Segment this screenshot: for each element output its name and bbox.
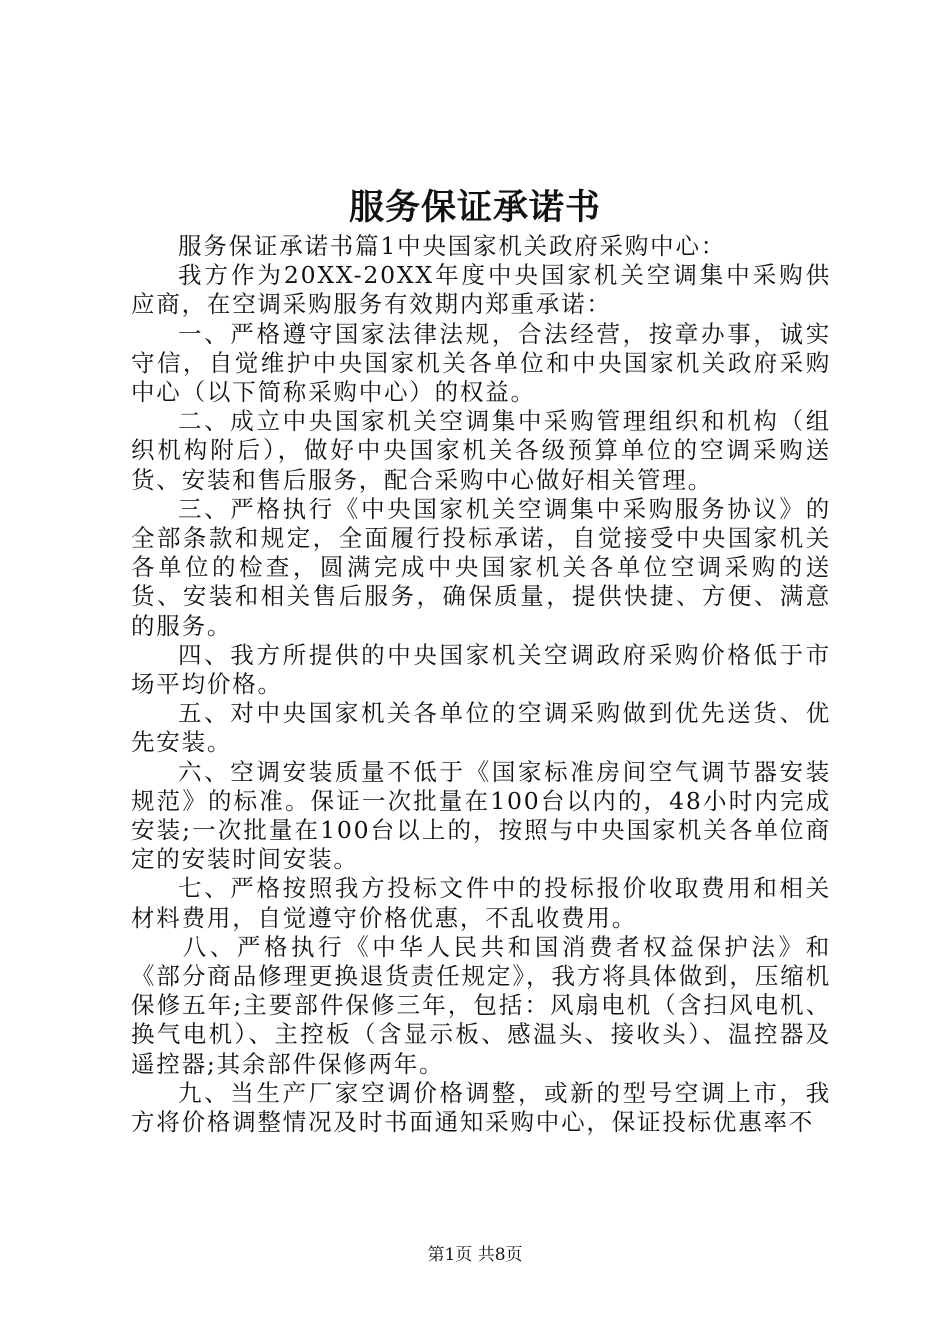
paragraph-item-7: 七、严格按照我方投标文件中的投标报价收取费用和相关材料费用，自觉遵守价格优惠，不乱收费用。 bbox=[131, 874, 831, 932]
document-title: 服务保证承诺书 bbox=[348, 187, 601, 228]
paragraph-intro: 我方作为20XX-20XX年度中央国家机关空调集中采购供应商，在空调采购服务有效期内郑重承诺： bbox=[131, 261, 831, 319]
paragraph-salutation: 服务保证承诺书篇1中央国家机关政府采购中心： bbox=[178, 232, 727, 260]
document-body bbox=[131, 232, 831, 1137]
paragraph-item-5: 五、对中央国家机关各单位的空调采购做到优先送货、优先安装。 bbox=[131, 699, 831, 757]
page-number-footer: 第1页 共8页 bbox=[427, 1245, 523, 1265]
paragraph-item-2: 二、成立中央国家机关空调集中采购管理组织和机构（组织机构附后），做好中央国家机关各级预算单位的空调采购送货、安装和售后服务，配合采购中心做好相关管理。 bbox=[131, 407, 831, 494]
paragraph-item-1: 一、严格遵守国家法律法规，合法经营，按章办事，诚实守信，自觉维护中央国家机关各单位和中央国家机关政府采购中心（以下简称采购中心）的权益。 bbox=[131, 319, 831, 407]
paragraph-item-4: 四、我方所提供的中央国家机关空调政府采购价格低于市场平均价格。 bbox=[131, 640, 831, 699]
paragraph-item-6: 六、空调安装质量不低于《国家标准房间空气调节器安装规范》的标准。保证一次批量在100台以内的，48小时内完成安装;一次批量在100台以上的，按照与中央国家机关各单位商定的安装时间安装。 bbox=[131, 757, 831, 874]
paragraph-item-8: 八、严格执行《中华人民共和国消费者权益保护法》和《部分商品修理更换退货责任规定》，我方将具体做到，压缩机保修五年;主要部件保修三年，包括：风扇电机（含扫风电机、换气电机）、主控板（含显示板、感温头、接收头）、温控器及遥控器;其余部件保修两年。 bbox=[131, 932, 831, 1078]
paragraph-item-3: 三、严格执行《中央国家机关空调集中采购服务协议》的全部条款和规定，全面履行投标承诺，自觉接受中央国家机关各单位的检查，圆满完成中央国家机关各单位空调采购的送货、安装和相关售后服务，确保质量，提供快捷、方便、满意的服务。 bbox=[131, 494, 831, 640]
paragraph-item-9: 九、当生产厂家空调价格调整，或新的型号空调上市，我方将价格调整情况及时书面通知采购中心，保证投标优惠率不 bbox=[131, 1078, 831, 1137]
